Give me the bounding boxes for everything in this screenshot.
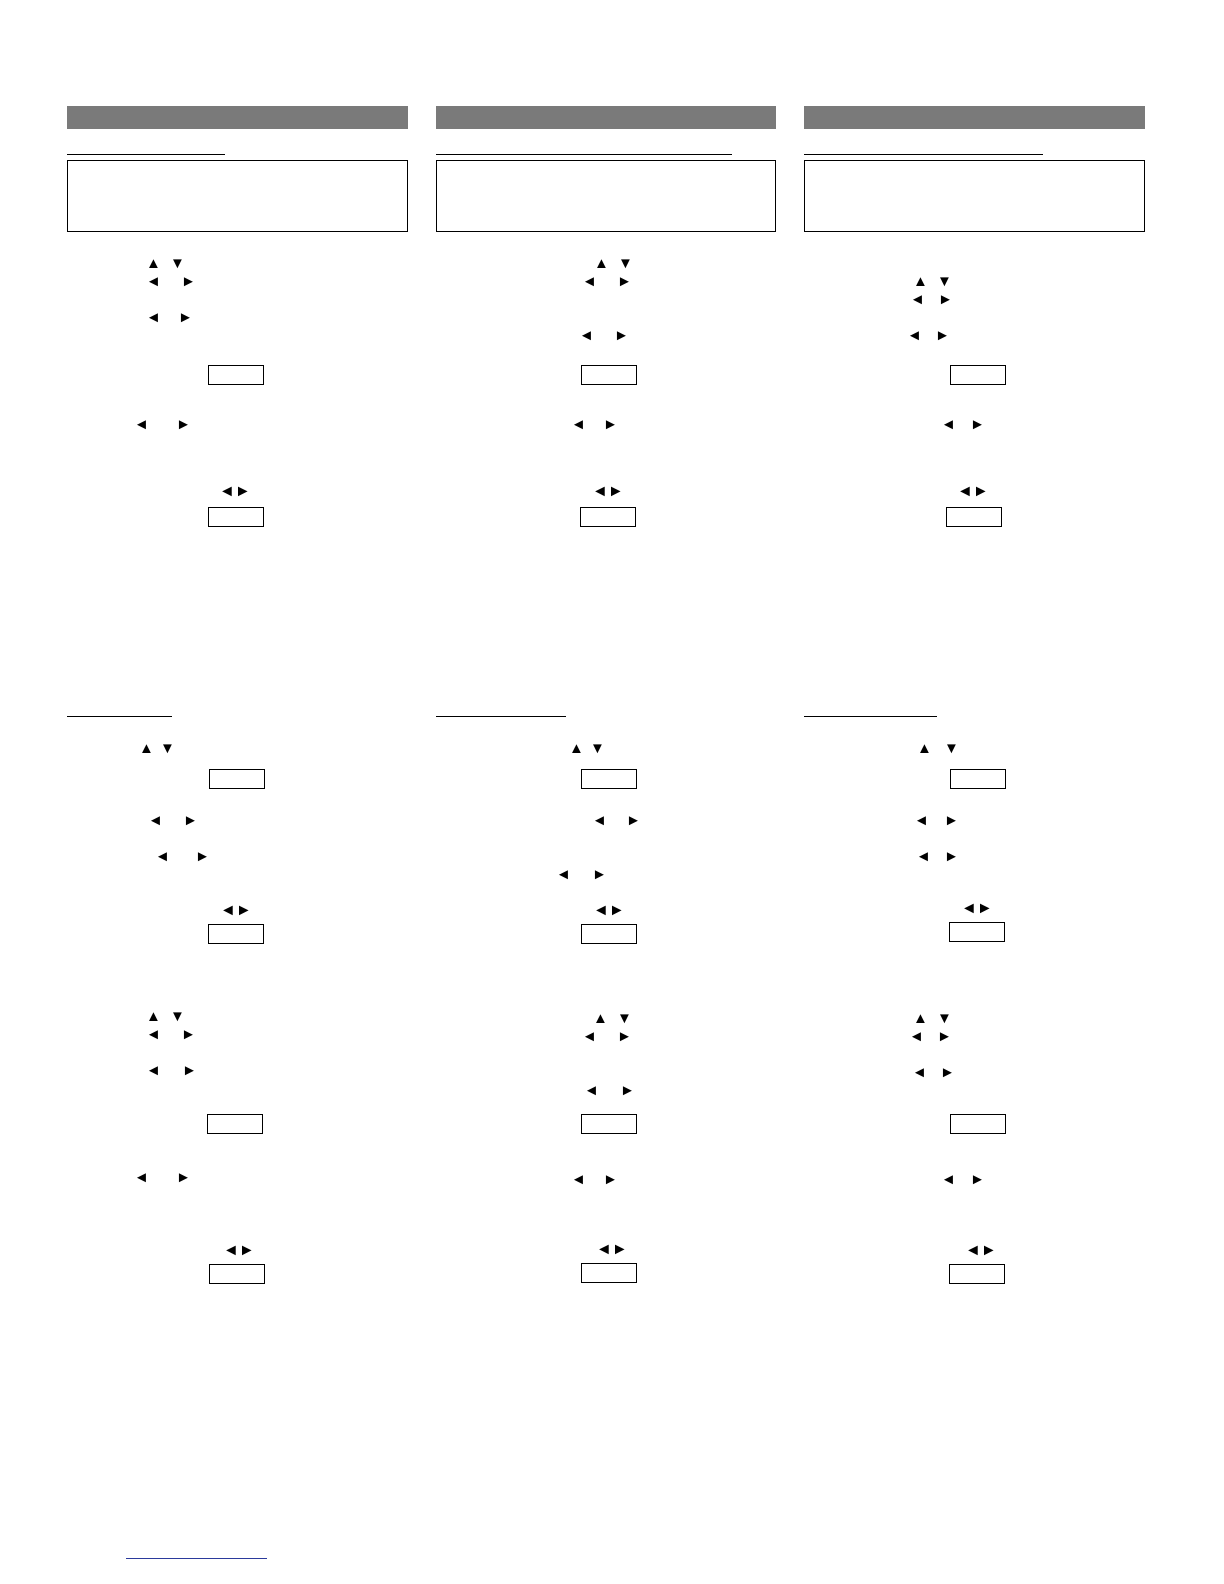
right-icon: ► — [195, 848, 210, 865]
return-button[interactable] — [581, 1263, 637, 1283]
return-button[interactable] — [209, 1264, 265, 1284]
right-icon: ► — [176, 1169, 191, 1186]
return-button[interactable] — [208, 507, 264, 527]
left-icon: ◄ — [916, 848, 931, 865]
double-arrow-icon: ◄► — [961, 900, 993, 917]
return-button[interactable] — [949, 1264, 1005, 1284]
left-icon: ◄ — [592, 812, 607, 829]
double-arrow-icon: ◄► — [220, 902, 252, 919]
left-icon: ◄ — [571, 1171, 586, 1188]
enter-button[interactable] — [950, 1114, 1006, 1134]
up-icon: ▲ — [139, 740, 154, 757]
down-icon: ▼ — [937, 1010, 952, 1027]
enter-button[interactable] — [950, 365, 1006, 385]
left-icon: ◄ — [909, 1028, 924, 1045]
column-2-note-box — [436, 160, 776, 232]
right-icon: ► — [181, 1026, 196, 1043]
enter-button[interactable] — [950, 769, 1006, 789]
column-2-subsection-underline — [436, 716, 566, 717]
column-1-header — [67, 106, 408, 129]
left-icon: ◄ — [571, 416, 586, 433]
enter-button[interactable] — [209, 769, 265, 789]
right-icon: ► — [940, 1064, 955, 1081]
left-icon: ◄ — [134, 1169, 149, 1186]
double-arrow-icon: ◄► — [593, 902, 625, 919]
footer-link-underline[interactable] — [126, 1558, 267, 1559]
down-icon: ▼ — [937, 273, 952, 290]
right-icon: ► — [944, 812, 959, 829]
right-icon: ► — [603, 1171, 618, 1188]
right-icon: ► — [176, 416, 191, 433]
left-icon: ◄ — [146, 273, 161, 290]
left-icon: ◄ — [914, 812, 929, 829]
column-2-header — [436, 106, 776, 129]
column-2-title-underline — [436, 154, 732, 155]
left-icon: ◄ — [941, 1171, 956, 1188]
return-button[interactable] — [949, 922, 1005, 942]
up-icon: ▲ — [593, 1010, 608, 1027]
column-3-title-underline — [804, 154, 1043, 155]
right-icon: ► — [938, 291, 953, 308]
enter-button[interactable] — [581, 365, 637, 385]
left-icon: ◄ — [556, 866, 571, 883]
double-arrow-icon: ◄► — [957, 483, 989, 500]
right-icon: ► — [935, 327, 950, 344]
down-icon: ▼ — [160, 740, 175, 757]
column-1-title-underline — [67, 154, 225, 155]
double-arrow-icon: ◄► — [219, 483, 251, 500]
right-icon: ► — [626, 812, 641, 829]
enter-button[interactable] — [207, 1114, 263, 1134]
right-icon: ► — [617, 1028, 632, 1045]
right-icon: ► — [181, 273, 196, 290]
return-button[interactable] — [208, 924, 264, 944]
down-icon: ▼ — [618, 255, 633, 272]
down-icon: ▼ — [590, 740, 605, 757]
return-button[interactable] — [580, 507, 636, 527]
left-icon: ◄ — [910, 291, 925, 308]
right-icon: ► — [970, 1171, 985, 1188]
column-3-header — [804, 106, 1145, 129]
enter-button[interactable] — [581, 1114, 637, 1134]
right-icon: ► — [592, 866, 607, 883]
right-icon: ► — [603, 416, 618, 433]
up-icon: ▲ — [913, 1010, 928, 1027]
left-icon: ◄ — [146, 1062, 161, 1079]
left-icon: ◄ — [155, 848, 170, 865]
right-icon: ► — [614, 327, 629, 344]
column-3-subsection-underline — [804, 716, 937, 717]
left-icon: ◄ — [134, 416, 149, 433]
right-icon: ► — [970, 416, 985, 433]
right-icon: ► — [937, 1028, 952, 1045]
up-icon: ▲ — [146, 1008, 161, 1025]
enter-button[interactable] — [581, 769, 637, 789]
right-icon: ► — [183, 812, 198, 829]
left-icon: ◄ — [582, 273, 597, 290]
up-icon: ▲ — [594, 255, 609, 272]
right-icon: ► — [178, 309, 193, 326]
enter-button[interactable] — [208, 365, 264, 385]
left-icon: ◄ — [148, 812, 163, 829]
left-icon: ◄ — [941, 416, 956, 433]
right-icon: ► — [620, 1082, 635, 1099]
down-icon: ▼ — [170, 1008, 185, 1025]
up-icon: ▲ — [146, 255, 161, 272]
return-button[interactable] — [581, 924, 637, 944]
return-button[interactable] — [946, 507, 1002, 527]
right-icon: ► — [182, 1062, 197, 1079]
down-icon: ▼ — [170, 255, 185, 272]
right-icon: ► — [944, 848, 959, 865]
column-1-subsection-underline — [67, 716, 172, 717]
down-icon: ▼ — [944, 740, 959, 757]
double-arrow-icon: ◄► — [596, 1241, 628, 1258]
up-icon: ▲ — [913, 273, 928, 290]
double-arrow-icon: ◄► — [592, 483, 624, 500]
column-1-note-box — [67, 160, 408, 232]
right-icon: ► — [617, 273, 632, 290]
left-icon: ◄ — [579, 327, 594, 344]
left-icon: ◄ — [146, 1026, 161, 1043]
left-icon: ◄ — [584, 1082, 599, 1099]
left-icon: ◄ — [146, 309, 161, 326]
up-icon: ▲ — [917, 740, 932, 757]
left-icon: ◄ — [907, 327, 922, 344]
double-arrow-icon: ◄► — [965, 1242, 997, 1259]
column-3-note-box — [804, 160, 1145, 232]
double-arrow-icon: ◄► — [223, 1242, 255, 1259]
down-icon: ▼ — [617, 1010, 632, 1027]
left-icon: ◄ — [582, 1028, 597, 1045]
left-icon: ◄ — [912, 1064, 927, 1081]
up-icon: ▲ — [569, 740, 584, 757]
